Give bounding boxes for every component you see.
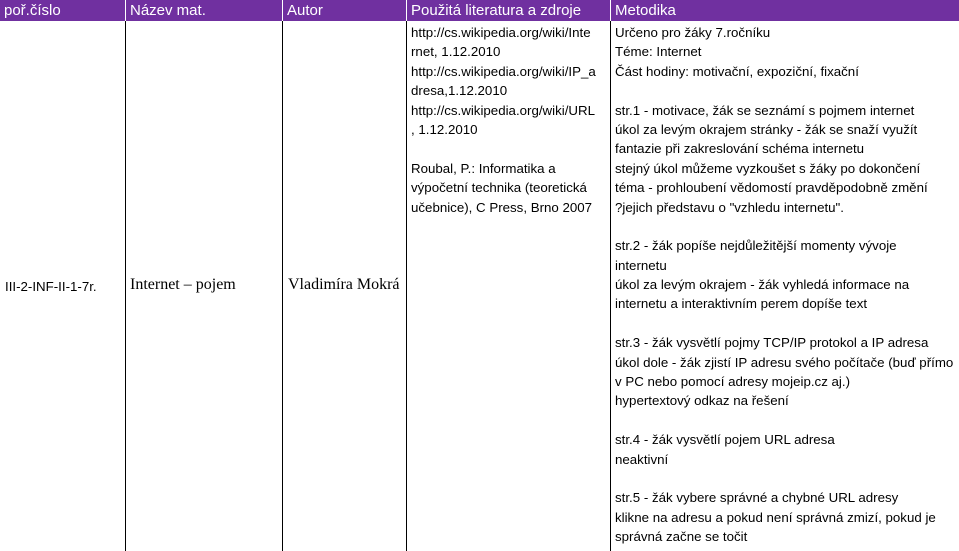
source-line: Roubal, P.: Informatika a xyxy=(411,160,556,176)
methodology-line: internetu a interaktivním perem dopíše text xyxy=(615,296,868,312)
source-line: dresa,1.12.2010 xyxy=(411,83,508,99)
source-line: http://cs.wikipedia.org/wiki/URL xyxy=(411,102,596,118)
methodology-line: str.2 - žák popíše nejdůležitější momenty vývoje xyxy=(615,238,897,254)
source-line: rnet, 1.12.2010 xyxy=(411,44,501,60)
grid-line xyxy=(282,21,283,551)
methodology-line: správná začne se točit xyxy=(615,529,748,545)
header-cell-title[interactable]: Název mat. xyxy=(126,0,283,21)
header-cell-methodology[interactable]: Metodika xyxy=(611,0,959,21)
methodology-line: Určeno pro žáky 7.ročníku xyxy=(615,25,771,40)
cell-number[interactable]: III-2-INF-II-1-7r. xyxy=(5,279,97,294)
methodology-line: str.3 - žák vysvětlí pojmy TCP/IP protokol a IP adresa xyxy=(615,335,929,351)
methodology-line: úkol za levým okrajem stránky - žák se snaží využít xyxy=(615,121,918,137)
methodology-line: ?jejich představu o "vzhledu internetu". xyxy=(615,199,844,215)
methodology-line: úkol za levým okrajem - žák vyhledá informace na xyxy=(615,277,910,293)
methodology-line: téma - prohloubení vědomostí pravděpodobně změní xyxy=(615,180,928,196)
cell-title[interactable]: Internet – pojem xyxy=(130,276,236,293)
methodology-line: str.4 - žák vysvětlí pojem URL adresa xyxy=(615,432,835,448)
source-line: , 1.12.2010 xyxy=(411,121,478,137)
methodology-line: klikne na adresu a pokud není správná zmizí, pokud je xyxy=(615,509,936,525)
header-cell-number[interactable]: poř.číslo xyxy=(0,0,126,21)
grid-line xyxy=(125,21,126,551)
source-line: učebnice), C Press, Brno 2007 xyxy=(411,199,593,215)
methodology-line: neaktivní xyxy=(615,451,669,467)
methodology-line: úkol dole - žák zjistí IP adresu svého počítače (buď přímo xyxy=(615,354,954,370)
methodology-line: fantazie při zakreslování schéma internetu xyxy=(615,141,865,157)
cell-sources[interactable] xyxy=(411,23,611,217)
source-line: výpočetní technika (teoretická xyxy=(411,180,587,196)
source-line xyxy=(411,139,611,158)
methodology-line xyxy=(615,469,959,488)
cell-methodology[interactable] xyxy=(615,23,959,547)
cell-author[interactable]: Vladimíra Mokrá xyxy=(288,276,400,293)
methodology-line: str.5 - žák vybere správné a chybné URL adresy xyxy=(615,490,899,506)
header-cell-sources[interactable]: Použitá literatura a zdroje xyxy=(407,0,611,21)
grid-line xyxy=(406,21,407,551)
methodology-line xyxy=(615,314,959,333)
methodology-line: hypertextový odkaz na řešení xyxy=(615,393,789,409)
source-line: http://cs.wikipedia.org/wiki/Inte xyxy=(411,25,591,40)
header-cell-author[interactable]: Autor xyxy=(283,0,407,21)
methodology-line: internetu xyxy=(615,257,667,273)
methodology-line: v PC nebo pomocí adresy mojeip.cz aj.) xyxy=(615,374,851,390)
methodology-line xyxy=(615,217,959,236)
methodology-line xyxy=(615,411,959,430)
methodology-line: Část hodiny: motivační, expoziční, fixační xyxy=(615,63,859,79)
methodology-line: stejný úkol můžeme vyzkoušet s žáky po dokončení xyxy=(615,160,921,176)
methodology-line: str.1 - motivace, žák se seznámí s pojmem internet xyxy=(615,102,915,118)
methodology-line xyxy=(615,81,959,100)
methodology-line: Téme: Internet xyxy=(615,44,702,60)
source-line: http://cs.wikipedia.org/wiki/IP_a xyxy=(411,63,596,79)
